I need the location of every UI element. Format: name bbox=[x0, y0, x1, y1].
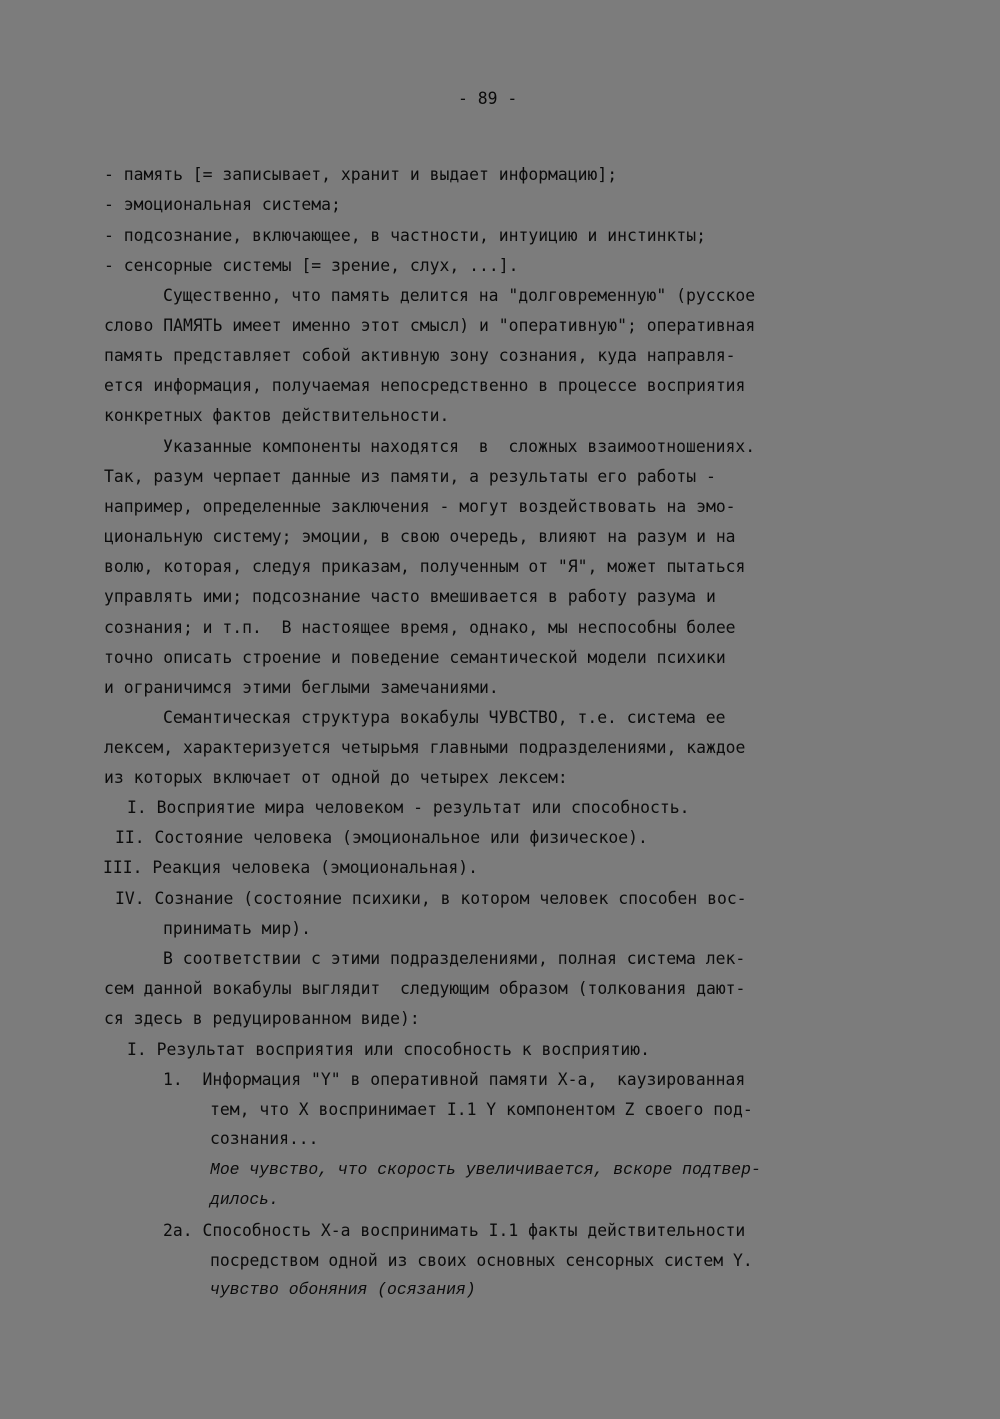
paragraph-line: память представляет собой активную зону сознания, куда направля- bbox=[104, 346, 736, 365]
definition-line: тем, что Х воспринимает I.1 Y компонентом Z своего под- bbox=[210, 1100, 753, 1119]
paragraph-line: Так, разум черпает данные из памяти, а результаты его работы - bbox=[104, 467, 716, 486]
list-item: - сенсорные системы [= зрение, слух, ...]. bbox=[104, 256, 519, 275]
example-line: дилось. bbox=[210, 1190, 279, 1209]
definition-line: сознания... bbox=[210, 1129, 319, 1148]
paragraph-line: и ограничимся этими беглыми замечаниями. bbox=[104, 678, 499, 697]
division-item: I. Восприятие мира человеком - результат или способность. bbox=[127, 798, 690, 817]
paragraph-line: ется информация, получаемая непосредственно в процессе восприятия bbox=[104, 376, 746, 395]
definition-line: 1. Информация "Y" в оперативной памяти Х-а, каузированная bbox=[163, 1070, 746, 1089]
example-line: Мое чувство, что скорость увеличивается, вскоре подтвер- bbox=[210, 1160, 761, 1179]
paragraph-line: лексем, характеризуется четырьмя главными подразделениями, каждое bbox=[104, 738, 746, 757]
paragraph-line: сем данной вокабулы выглядит следующим образом (толкования дают- bbox=[104, 979, 746, 998]
list-item: - память [= записывает, хранит и выдает информацию]; bbox=[104, 165, 618, 184]
definition-line: посредством одной из своих основных сенсорных систем Y. bbox=[210, 1251, 753, 1270]
paragraph-line: Существенно, что память делится на "долговременную" (русское bbox=[163, 286, 756, 305]
paragraph-line: сознания; и т.п. В настоящее время, однако, мы неспособны более bbox=[104, 618, 736, 637]
paragraph-line: из которых включает от одной до четырех лексем: bbox=[104, 768, 568, 787]
paragraph-line: например, определенные заключения - могут воздействовать на эмо- bbox=[104, 497, 736, 516]
paragraph-line: ся здесь в редуцированном виде): bbox=[104, 1009, 420, 1028]
paragraph-line: волю, которая, следуя приказам, полученным от "Я", может пытаться bbox=[104, 557, 746, 576]
list-item: - эмоциональная система; bbox=[104, 195, 341, 214]
paragraph-line: Указанные компоненты находятся в сложных взаимоотношениях. bbox=[163, 437, 756, 456]
paragraph-line: точно описать строение и поведение семантической модели психики bbox=[104, 648, 726, 667]
paragraph-line: Семантическая структура вокабулы ЧУВСТВО, т.е. система ее bbox=[163, 708, 726, 727]
division-item: принимать мир). bbox=[163, 919, 312, 938]
paragraph-line: конкретных фактов действительности. bbox=[104, 406, 450, 425]
division-item: II. Состояние человека (эмоциональное или физическое). bbox=[115, 828, 648, 847]
section-heading: I. Результат восприятия или способность к восприятию. bbox=[127, 1040, 651, 1059]
paragraph-line: циональную систему; эмоции, в свою очередь, влияют на разум и на bbox=[104, 527, 736, 546]
division-item: IV. Сознание (состояние психики, в котором человек способен вос- bbox=[115, 889, 747, 908]
page-number: - 89 - bbox=[458, 89, 518, 108]
paragraph-line: В соответствии с этими подразделениями, полная система лек- bbox=[163, 949, 746, 968]
paragraph-line: управлять ими; подсознание часто вмешивается в работу разума и bbox=[104, 587, 716, 606]
definition-line: 2а. Способность Х-а воспринимать I.1 факты действительности bbox=[163, 1221, 746, 1240]
paragraph-line: слово ПАМЯТЬ имеет именно этот смысл) и "оперативную"; оперативная bbox=[104, 316, 756, 335]
division-item: III. Реакция человека (эмоциональная). bbox=[103, 858, 478, 877]
list-item: - подсознание, включающее, в частности, интуицию и инстинкты; bbox=[104, 226, 706, 245]
example-line: чувство обоняния (осязания) bbox=[210, 1280, 476, 1299]
